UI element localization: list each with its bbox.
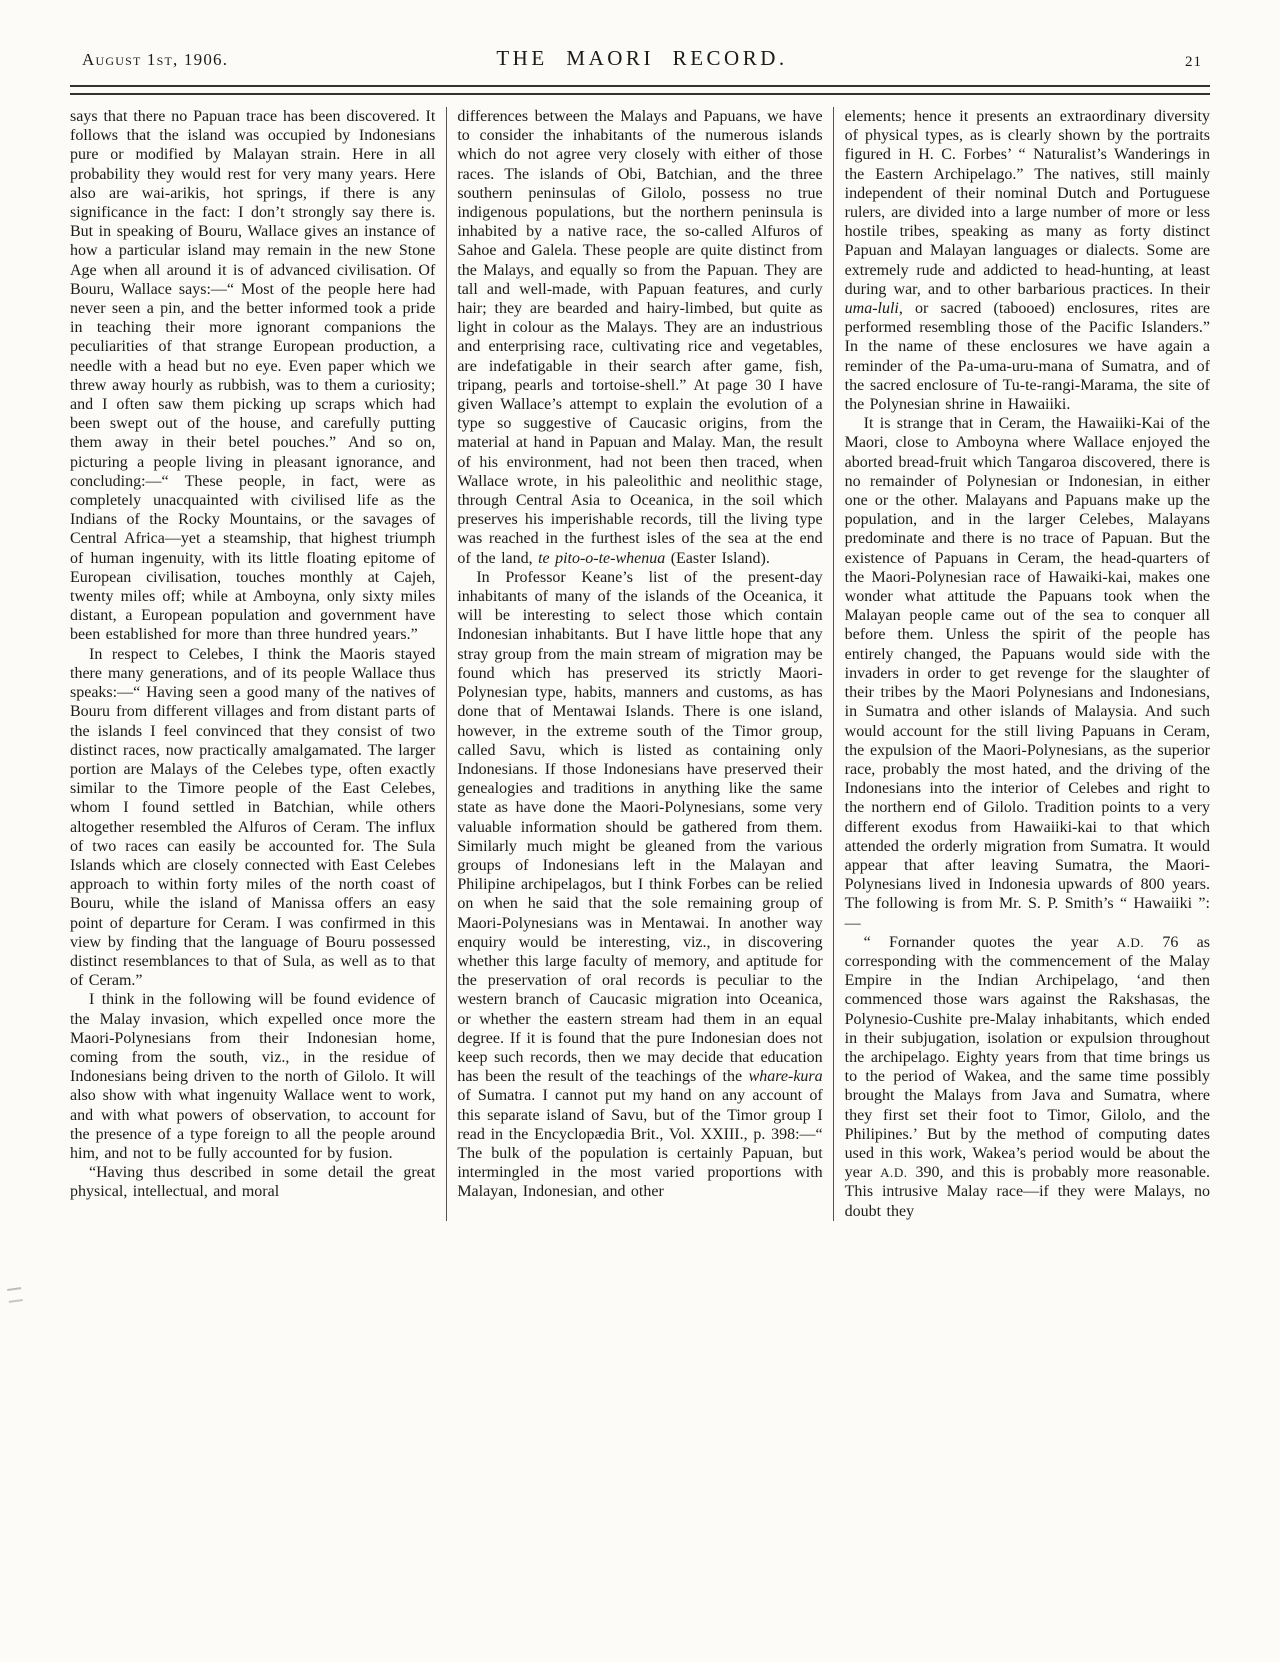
body-text: I think in the following will be found evidence of the Malay invasion, which expelled once more the Maori-Polynesians from their Indonesian home, coming from the south, viz., in the residue of Indonesians being driven to the north of Gilolo. It will also show with what ingenuity Wallace went to work, and with what powers of observation, to account for the presence of a type foreign to all the people around him, and not to be fully accounted for by fusion.: [70, 991, 436, 1162]
body-text: In respect to Celebes, I think the Maoris stayed there many generations, and of its people Wallace thus speaks:—“ Having seen a good many of the natives of Bouru from different villages and from distant parts of the islands I feel convinced that they consist of two distinct races, now practically amalgamated. The larger portion are Malays of the Celebes type, often exactly similar to the Timore people of the East Celebes, whom I found settled in Batchian, while others altogether resembled the Alfuros of Ceram. The influx of two races can easily be accounted for. The Sula Islands which are closely connected with East Celebes approach to within forty miles of the north coast of Bouru, while the island of Manissa offers an easy point of departure for Ceram. I was confirmed in this view by finding that the language of Bouru possessed distinct resemblances to that of Sula, as well as to that of Ceram.”: [70, 645, 436, 990]
column-divider: [833, 107, 834, 1221]
smallcaps-text: A.D.: [1116, 934, 1145, 950]
body-text: 76 as corresponding with the commencement of the Malay Empire in the Indian Archipelago, ‘and then commenced those wars against the Rakshasas, the Polynesio-Cushite pre-Malay inhabitants, which ended in their subjugation, isolation or expulsion throughout the archipelago. Eighty years from that time brings us to the period of Wakea, and the same time possibly brought the Malays from Java and Sumatra, where they first set their foot to Timor, Gilolo, and the Philipines.’ But by the method of computing dates used in this work, Wakea’s period would be about the year: [844, 933, 1210, 1182]
paragraph: [70, 990, 435, 1163]
text-column-3: [845, 107, 1210, 1221]
paragraph: [845, 107, 1210, 414]
header-rule: [70, 85, 1210, 95]
paragraph: [70, 645, 435, 991]
paragraph: [70, 107, 435, 645]
italic-text: uma-luli: [844, 300, 899, 318]
body-text: of Sumatra. I cannot put my hand on any account of this separate island of Savu, but of the Timor group I read in the Encyclopædia Brit., Vol. XXIII., p. 398:—“ The bulk of the population is certainly Papuan, but intermingled in the most varied proportions with Malayan, Indonesian, and other: [457, 1087, 823, 1201]
paragraph: [845, 414, 1210, 932]
body-text: says that there no Papuan trace has been discovered. It follows that the island was occupied by Indonesians pure or modified by Malayan strain. Here in all probability they would rest for very many years. Here also are wai-arikis, hot springs, if there is any significance in the fact: I don’t strongly say there is. But in speaking of Bouru, Wallace gives an instance of how a particular island may remain in the new Stone Age when all around it is of advanced civilisation. Of Bouru, Wallace says:—“ Most of the people here had never seen a pin, and the better informed took a pride in teaching their more ignorant companions the peculiarities of that strange European production, a needle with a head but no eye. Even paper which we threw away hourly as rubbish, was to them a curiosity; and I often saw them picking up scraps which had been swept out of the house, and carefully putting them away in their betel pouches.” And so on, picturing a people living in pleasant ignorance, and concluding:—“ These people, in fact, were as completely unacquainted with civilised life as the Indians of the Rocky Mountains, or the savages of Central Africa—yet a steamship, that highest triumph of human ingenuity, with its little floating epitome of European civilisation, touches monthly at Cajeh, twenty miles off; while at Amboyna, only sixty miles distant, a European population and government have been established for more than three hundred years.”: [70, 108, 436, 644]
italic-text: te pito-o-te-whenua: [538, 549, 666, 567]
article-columns: [70, 107, 1210, 1221]
body-text: , or sacred (tabooed) enclosures, rites are performed resembling those of the Pacific Islanders.” In the name of these enclosures we have again a reminder of the Pa-uma-uru-mana of Sumatra, and of the sacred enclosure of Tu-te-rangi-Marama, the site of the Polynesian shrine in Hawaiiki.: [844, 300, 1210, 414]
body-text: differences between the Malays and Papuans, we have to consider the inhabitants of the numerous islands which do not agree very closely with either of those races. The islands of Obi, Batchian, and the three southern peninsulas of Gilolo, possess no true indigenous populations, but the northern peninsula is inhabited by a native race, the so-called Alfuros of Sahoe and Galela. These people are quite distinct from the Malays, and equally so from the Papuan. They are tall and well-made, with Papuan features, and curly hair; they are bearded and hairy-limbed, but quite as light in colour as the Malays. They are an industrious and enterprising race, cultivating rice and vegetables, are indefatigable in their search after game, fish, tripang, pearls and tortoise-shell.” At page 30 I have given Wallace’s attempt to explain the evolution of a type so suggestive of Caucasic origins, from the material at hand in Papuan and Malay. Man, the result of his environment, had not been then traced, when Wallace wrote, in his paleolithic and neolithic stage, through Central Asia to Oceanica, in the soil which preserves his imperishable records, till the living type was reached in the furthest isles of the sea at the end of the land,: [457, 108, 823, 567]
smallcaps-text: A.D.: [880, 1165, 908, 1181]
margin-pencil-mark: [7, 1287, 23, 1303]
paragraph: [457, 107, 822, 568]
paragraph: [457, 568, 822, 1202]
text-column-2: [457, 107, 822, 1221]
body-text: “ Fornander quotes the year: [863, 933, 1117, 951]
page-number: 21: [1184, 54, 1202, 70]
body-text: (Easter Island).: [665, 549, 770, 567]
body-text: In Professor Keane’s list of the present-day inhabitants of many of the islands of the Oceanica, it will be interesting to select those which contain Indonesian inhabitants. But I have little hope that any stray group from the main stream of migration may be found which has preserved its strictly Maori-Polynesian type, habits, manners and customs, as has done that of Mentawai Islands. There is one island, however, in the extreme south of the Timor group, called Savu, which is listed as containing only Indonesians. If those Indonesians have preserved their genealogies and traditions in anything like the same state as have done the Maori-Polynesians, some very valuable information should be gathered from them. Similarly much might be gleaned from the various groups of Indonesians left in the Malayan and Philipine archipelagos, but I think Forbes can be relied on when he said that the sole remaining group of Maori-Polynesians was in Mentawai. In another way enquiry would be interesting, viz., in discovering whether this large faculty of memory, and aptitude for the preservation of oral records is peculiar to the western branch of Caucasic migration into Oceanica, or whether the eastern stream had them in an equal degree. If it is found that the pure Indonesian does not keep such records, then we may decide that education has been the result of the teachings of the: [457, 568, 823, 1086]
paragraph: [70, 1163, 435, 1201]
column-divider: [446, 107, 447, 1221]
paragraph: [845, 933, 1210, 1221]
body-text: “Having thus described in some detail the great physical, intellectual, and moral: [70, 1164, 436, 1201]
issue-date: August 1st, 1906.: [82, 50, 229, 69]
publication-title: THE MAORI RECORD.: [496, 46, 788, 70]
body-text: elements; hence it presents an extraordinary diversity of physical types, as is clearly shown by the portraits figured in H. C. Forbes’ “ Naturalist’s Wanderings in the Eastern Archipelago.” The natives, still mainly independent of their nominal Dutch and Portuguese rulers, are divided into a large number of more or less hostile tribes, speaking as many as forty distinct Papuan and Malayan languages or dialects. Some are extremely rude and addicted to head-hunting, at least during war, and to other barbarious practices. In their: [844, 108, 1210, 298]
italic-text: whare-kura: [748, 1068, 823, 1086]
body-text: 390, and this is probably more reasonable. This intrusive Malay race—if they were Malays, no doubt they: [844, 1164, 1210, 1220]
text-column-1: [70, 107, 435, 1221]
body-text: It is strange that in Ceram, the Hawaiiki-Kai of the Maori, close to Amboyna where Wallace enjoyed the aborted bread-fruit which Tangaroa discovered, there is no remainder of Polynesian or Indonesian, in either one or the other. Malayans and Papuans make up the population, and in the larger Celebes, Malayans predominate and there is no trace of Papuan. But the existence of Papuans in Ceram, the head-quarters of the Maori-Polynesian race of Hawaiki-kai, makes one wonder what attitude the Papuans took when the Malayan people came out of the sea to conquer all before them. Unless the spirit of the people has entirely changed, the Papuans would side with the invaders in order to get revenge for the slaughter of their tribes by the Maori Polynesians and Indonesians, in Sumatra and other islands of Malaysia. And such would account for the still living Papuans in Ceram, the expulsion of the Maori-Polynesians, as the superior race, probably the most hated, and the driving of the Indonesians into the interior of Celebes and right to the northern end of Gilolo. Tradition points to a very different exodus from Hawaiiki-kai to that which attended the orderly migration from Sumatra. It would appear that after leaving Sumatra, the Maori-Polynesians lived in Indonesia upwards of 800 years. The following is from Mr. S. P. Smith’s “ Hawaiiki ”:—: [844, 415, 1210, 932]
page-header: [70, 46, 1210, 71]
